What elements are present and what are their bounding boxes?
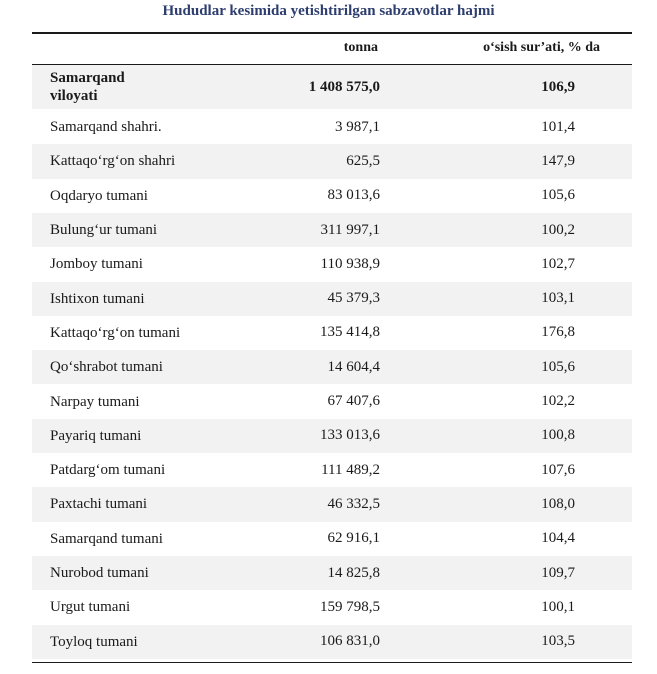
table-row: [32, 384, 632, 418]
region-name: Patdarg‘om tumani: [50, 462, 166, 479]
region-name: Paxtachi tumani: [50, 496, 148, 513]
tonna-value: 106 831,0: [320, 633, 380, 650]
table-row: [32, 144, 632, 178]
table-row: [32, 625, 632, 659]
table-row: [32, 487, 632, 521]
rate-value: 102,2: [541, 393, 575, 410]
region-name: Samarqand shahri.: [50, 119, 162, 136]
table-row: [32, 350, 632, 384]
table-row: [32, 247, 632, 281]
rate-value: 104,4: [541, 530, 575, 547]
top-rule: [32, 32, 632, 34]
tonna-value: 135 414,8: [320, 324, 380, 341]
rate-value: 100,8: [541, 427, 575, 444]
rate-value: 176,8: [541, 324, 575, 341]
table-row: [32, 522, 632, 556]
table-row: [32, 179, 632, 213]
region-name: Oqdaryo tumani: [50, 187, 148, 204]
table-row: [32, 110, 632, 144]
region-name: Kattaqo‘rg‘on tumani: [50, 324, 181, 341]
region-name: Payariq tumani: [50, 427, 142, 444]
tonna-value: 62 916,1: [327, 530, 380, 547]
rate-value: 107,6: [541, 461, 575, 478]
total-tonna-value: 1 408 575,0: [308, 78, 380, 95]
total-name-line2: viloyati: [50, 88, 98, 104]
total-rate-value: 106,9: [541, 78, 575, 95]
rate-value: 105,6: [541, 187, 575, 204]
rate-value: 103,1: [541, 290, 575, 307]
tonna-value: 83 013,6: [327, 187, 380, 204]
region-name: Bulung‘ur tumani: [50, 222, 158, 239]
region-name: Samarqand tumani: [50, 530, 163, 547]
rate-value: 108,0: [541, 495, 575, 512]
tonna-value: 67 407,6: [327, 393, 380, 410]
tonna-value: 311 997,1: [320, 221, 380, 238]
tonna-value: 46 332,5: [327, 495, 380, 512]
table-row: [32, 419, 632, 453]
table-row: [32, 556, 632, 590]
table-row: [32, 453, 632, 487]
table-row: [32, 590, 632, 624]
rate-value: 103,5: [541, 633, 575, 650]
table-row: [32, 282, 632, 316]
region-name: Qo‘shrabot tumani: [50, 359, 163, 376]
tonna-value: 45 379,3: [327, 290, 380, 307]
table-row-total: [32, 65, 632, 109]
rate-value: 147,9: [541, 152, 575, 169]
rate-value: 101,4: [541, 118, 575, 135]
tonna-value: 3 987,1: [335, 118, 380, 135]
table-title: Hududlar kesimida yetishtirilgan sabzavotlar hajmi: [162, 3, 495, 19]
total-name-line1: Samarqand: [50, 70, 125, 86]
region-name: Jomboy tumani: [50, 256, 143, 273]
bottom-rule: [32, 662, 632, 663]
table-row: [32, 213, 632, 247]
rate-value: 105,6: [541, 358, 575, 375]
rate-value: 102,7: [541, 255, 575, 272]
tonna-value: 14 825,8: [327, 564, 380, 581]
region-name: Ishtixon tumani: [50, 290, 145, 307]
column-header-growth-rate: o‘sish sur’ati, % da: [483, 40, 600, 55]
tonna-value: 14 604,4: [327, 358, 380, 375]
region-name: Kattaqo‘rg‘on shahri: [50, 153, 176, 170]
column-header-tonna: tonna: [343, 40, 378, 55]
rate-value: 100,2: [541, 221, 575, 238]
rate-value: 100,1: [541, 598, 575, 615]
tonna-value: 159 798,5: [320, 598, 380, 615]
region-name: Nurobod tumani: [50, 565, 149, 582]
region-name: Urgut tumani: [50, 599, 131, 616]
tonna-value: 133 013,6: [320, 427, 380, 444]
region-name: Narpay tumani: [50, 393, 140, 410]
tonna-value: 110 938,9: [320, 255, 380, 272]
table-row: [32, 316, 632, 350]
rate-value: 109,7: [541, 564, 575, 581]
tonna-value: 625,5: [346, 152, 380, 169]
region-name: Toyloq tumani: [50, 633, 138, 650]
tonna-value: 111 489,2: [321, 461, 380, 478]
